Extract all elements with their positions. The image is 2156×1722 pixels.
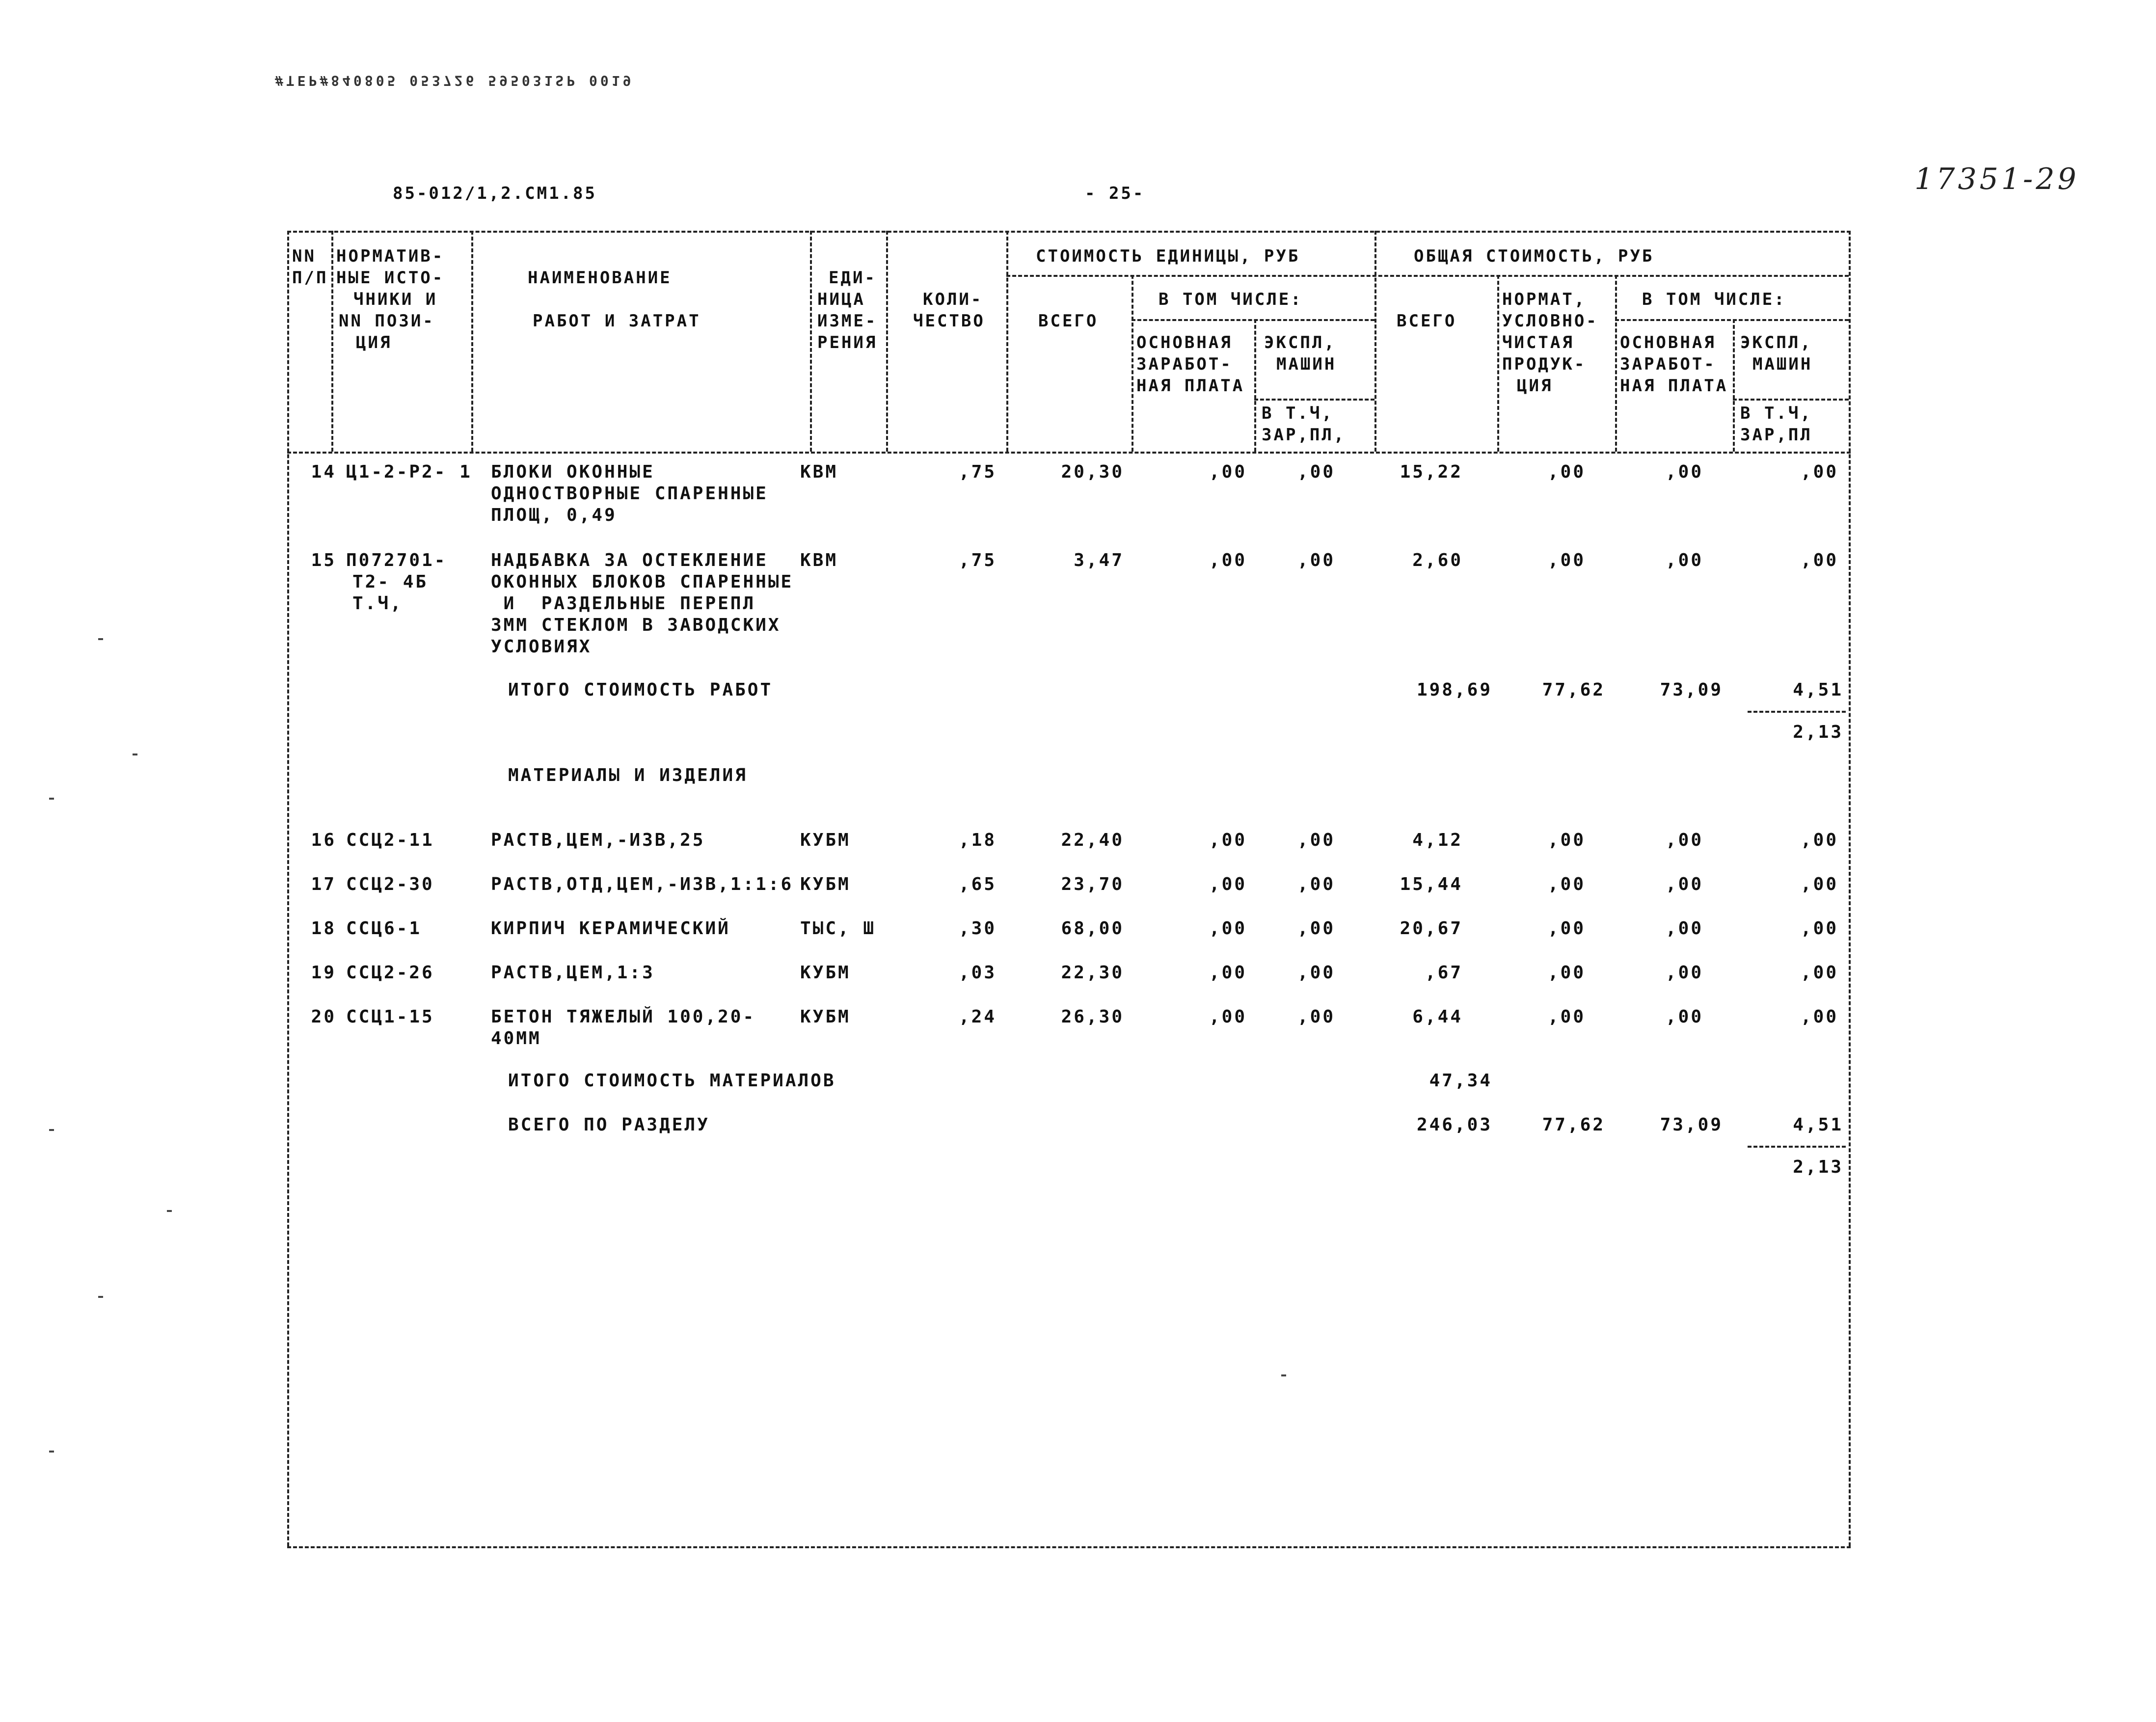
row-name-line: КИРПИЧ КЕРАМИЧЕСКИЙ bbox=[491, 918, 730, 939]
row-total-mach: ,00 bbox=[1800, 462, 1838, 482]
header-unit-wage-1: ОСНОВНАЯ bbox=[1136, 333, 1233, 352]
row-unit-mach: ,00 bbox=[1297, 1007, 1335, 1027]
row-source: П072701- bbox=[346, 550, 447, 570]
row-unit-wage: ,00 bbox=[1209, 1007, 1247, 1027]
row-unit-wage: ,00 bbox=[1209, 918, 1247, 939]
header-unit-4: РЕНИЯ bbox=[817, 333, 878, 352]
row-unit-wage: ,00 bbox=[1209, 830, 1247, 850]
header-source-2: НЫЕ ИСТО- bbox=[336, 268, 445, 288]
header-total-wage-1: ОСНОВНАЯ bbox=[1620, 333, 1716, 352]
row-total-mach: ,00 bbox=[1800, 963, 1838, 983]
row-source: Т.Ч, bbox=[352, 593, 403, 614]
header-unit-1: ЕДИ- bbox=[829, 268, 877, 288]
col-divider bbox=[1254, 319, 1256, 452]
header-total-total: ВСЕГО bbox=[1397, 311, 1457, 331]
row-unit: КВМ bbox=[800, 462, 838, 482]
header-nn-1: NN bbox=[292, 246, 316, 266]
total-section-mach-sub: 2,13 bbox=[1793, 1157, 1843, 1177]
row-qty: ,75 bbox=[958, 550, 997, 570]
header-sub-divider bbox=[1006, 275, 1849, 277]
row-unit-wage: ,00 bbox=[1209, 550, 1247, 570]
row-total: 6,44 bbox=[1412, 1007, 1463, 1027]
header-total-incl: В ТОМ ЧИСЛЕ: bbox=[1642, 290, 1786, 309]
row-total-mach: ,00 bbox=[1800, 918, 1838, 939]
row-unit: КУБМ bbox=[800, 874, 851, 894]
header-source-5: ЦИЯ bbox=[356, 333, 392, 352]
page-number: - 25- bbox=[1085, 184, 1145, 203]
row-total-norm: ,00 bbox=[1547, 830, 1586, 850]
row-unit-mach: ,00 bbox=[1297, 918, 1335, 939]
row-total: 15,44 bbox=[1400, 874, 1463, 894]
total-section-label: ВСЕГО ПО РАЗДЕЛУ bbox=[508, 1115, 710, 1135]
row-name-line: 40ММ bbox=[491, 1028, 541, 1049]
header-nn-2: П/П bbox=[292, 268, 328, 288]
col-divider bbox=[1615, 275, 1617, 452]
section-title: МАТЕРИАЛЫ И ИЗДЕЛИЯ bbox=[508, 765, 748, 785]
margin-mark bbox=[98, 1296, 103, 1298]
table-top-border bbox=[287, 231, 1851, 233]
col-divider bbox=[1497, 275, 1499, 452]
subtotal-materials-label: ИТОГО СТОИМОСТЬ МАТЕРИАЛОВ bbox=[508, 1071, 836, 1091]
row-name-line: ОДНОСТВОРНЫЕ СПАРЕННЫЕ bbox=[491, 484, 768, 504]
row-total-wage: ,00 bbox=[1665, 830, 1703, 850]
header-unit-wage-2: ЗАРАБОТ- bbox=[1136, 354, 1233, 374]
row-name-line: РАСТВ,ОТД,ЦЕМ,-ИЗВ,1:1:6 bbox=[491, 874, 794, 894]
header-total-norm-3: ЧИСТАЯ bbox=[1502, 333, 1574, 352]
header-total-norm-5: ЦИЯ bbox=[1517, 376, 1553, 396]
header-total-norm-2: УСЛОВНО- bbox=[1502, 311, 1598, 331]
header-unit-mach-sub-2: ЗАР,ПЛ, bbox=[1262, 425, 1346, 445]
row-name-line: РАСТВ,ЦЕМ,-ИЗВ,25 bbox=[491, 830, 705, 850]
header-total-norm-4: ПРОДУК- bbox=[1502, 354, 1587, 374]
subtotal-works-mach-sub: 2,13 bbox=[1793, 722, 1843, 742]
header-total-wage-2: ЗАРАБОТ- bbox=[1620, 354, 1716, 374]
row-unit: КУБМ bbox=[800, 830, 851, 850]
row-unit-mach: ,00 bbox=[1297, 462, 1335, 482]
row-nn: 16 bbox=[311, 830, 336, 850]
row-total: ,67 bbox=[1425, 963, 1463, 983]
row-total-wage: ,00 bbox=[1665, 918, 1703, 939]
row-unit-total: 23,70 bbox=[1061, 874, 1124, 894]
row-total-wage: ,00 bbox=[1665, 874, 1703, 894]
margin-mark bbox=[98, 638, 103, 640]
row-total-norm: ,00 bbox=[1547, 1007, 1586, 1027]
row-name-line: БЛОКИ ОКОННЫЕ bbox=[491, 462, 655, 482]
header-unit-mach-sub-1: В Т.Ч, bbox=[1262, 404, 1334, 423]
total-section-wage: 73,09 bbox=[1660, 1115, 1723, 1135]
header-total-mach-sub-1: В Т.Ч, bbox=[1740, 404, 1812, 423]
subtotal-works-mach: 4,51 bbox=[1793, 680, 1843, 700]
row-unit-total: 68,00 bbox=[1061, 918, 1124, 939]
row-name-line: РАСТВ,ЦЕМ,1:3 bbox=[491, 963, 655, 983]
header-name-1: НАИМЕНОВАНИЕ bbox=[528, 268, 672, 288]
header-total-mach-1: ЭКСПЛ, bbox=[1740, 333, 1812, 352]
row-unit-wage: ,00 bbox=[1209, 462, 1247, 482]
header-qty-1: КОЛИ- bbox=[923, 290, 983, 309]
row-qty: ,65 bbox=[958, 874, 997, 894]
row-total-norm: ,00 bbox=[1547, 462, 1586, 482]
row-total-wage: ,00 bbox=[1665, 1007, 1703, 1027]
col-divider bbox=[1132, 275, 1133, 452]
header-source-1: НОРМАТИВ- bbox=[336, 246, 445, 266]
table-right-border bbox=[1849, 231, 1851, 1546]
row-total-mach: ,00 bbox=[1800, 830, 1838, 850]
row-unit-total: 20,30 bbox=[1061, 462, 1124, 482]
col-divider bbox=[471, 231, 473, 452]
row-total-mach: ,00 bbox=[1800, 550, 1838, 570]
row-unit-mach: ,00 bbox=[1297, 963, 1335, 983]
col-divider bbox=[886, 231, 888, 452]
fraction-divider bbox=[1748, 1146, 1846, 1148]
row-unit-wage: ,00 bbox=[1209, 963, 1247, 983]
row-total-norm: ,00 bbox=[1547, 550, 1586, 570]
row-total-wage: ,00 bbox=[1665, 963, 1703, 983]
row-unit: КУБМ bbox=[800, 963, 851, 983]
table-left-border bbox=[287, 231, 289, 1546]
margin-mark bbox=[133, 753, 137, 755]
row-nn: 15 bbox=[311, 550, 336, 570]
row-unit: КУБМ bbox=[800, 1007, 851, 1027]
row-nn: 18 bbox=[311, 918, 336, 939]
row-unit-total: 26,30 bbox=[1061, 1007, 1124, 1027]
row-total-norm: ,00 bbox=[1547, 918, 1586, 939]
table-bottom-border bbox=[287, 1546, 1851, 1548]
header-unit-mach-2: МАШИН bbox=[1276, 354, 1337, 374]
row-total: 2,60 bbox=[1412, 550, 1463, 570]
row-total-norm: ,00 bbox=[1547, 963, 1586, 983]
row-nn: 19 bbox=[311, 963, 336, 983]
col-divider bbox=[1733, 319, 1735, 452]
header-source-4: NN ПОЗИ- bbox=[339, 311, 435, 331]
row-name-line: БЕТОН ТЯЖЕЛЫЙ 100,20- bbox=[491, 1007, 756, 1027]
subtotal-works-norm: 77,62 bbox=[1542, 680, 1605, 700]
header-unit-incl: В ТОМ ЧИСЛЕ: bbox=[1159, 290, 1303, 309]
row-name-line: НАДБАВКА ЗА ОСТЕКЛЕНИЕ bbox=[491, 550, 768, 570]
row-nn: 17 bbox=[311, 874, 336, 894]
row-source: ССЦ2-11 bbox=[346, 830, 434, 850]
header-total-norm-1: НОРМАТ, bbox=[1502, 290, 1587, 309]
row-total-wage: ,00 bbox=[1665, 462, 1703, 482]
row-source: ССЦ2-30 bbox=[346, 874, 434, 894]
row-nn: 14 bbox=[311, 462, 336, 482]
col-divider bbox=[1374, 231, 1376, 452]
row-unit: ТЫС, Ш bbox=[800, 918, 876, 939]
row-source: ССЦ6-1 bbox=[346, 918, 422, 939]
row-total: 20,67 bbox=[1400, 918, 1463, 939]
col-divider bbox=[1006, 231, 1008, 452]
row-qty: ,30 bbox=[958, 918, 997, 939]
row-unit-mach: ,00 bbox=[1297, 874, 1335, 894]
margin-mark bbox=[167, 1210, 172, 1212]
header-total-wage-3: НАЯ ПЛАТА bbox=[1620, 376, 1728, 396]
header-name-2: РАБОТ И ЗАТРАТ bbox=[533, 311, 701, 331]
row-source: Т2- 4Б bbox=[352, 572, 429, 592]
header-total-mach-2: МАШИН bbox=[1752, 354, 1813, 374]
row-unit: КВМ bbox=[800, 550, 838, 570]
row-total-wage: ,00 bbox=[1665, 550, 1703, 570]
subtotal-materials-total: 47,34 bbox=[1429, 1071, 1492, 1091]
row-name-line: ОКОННЫХ БЛОКОВ СПАРЕННЫЕ bbox=[491, 572, 794, 592]
margin-mark bbox=[49, 1129, 54, 1131]
col-divider bbox=[810, 231, 812, 452]
header-total-mach-sub-2: ЗАР,ПЛ bbox=[1740, 425, 1812, 445]
row-nn: 20 bbox=[311, 1007, 336, 1027]
document-reference: 85-012/1,2.СМ1.85 bbox=[393, 184, 597, 203]
total-section-norm: 77,62 bbox=[1542, 1115, 1605, 1135]
row-total: 15,22 bbox=[1400, 462, 1463, 482]
row-qty: ,03 bbox=[958, 963, 997, 983]
row-qty: ,24 bbox=[958, 1007, 997, 1027]
row-unit-total: 22,40 bbox=[1061, 830, 1124, 850]
col-divider bbox=[331, 231, 333, 452]
row-total-mach: ,00 bbox=[1800, 874, 1838, 894]
subtotal-works-total: 198,69 bbox=[1416, 680, 1492, 700]
subtotal-works-label: ИТОГО СТОИМОСТЬ РАБОТ bbox=[508, 680, 773, 700]
row-qty: ,18 bbox=[958, 830, 997, 850]
subtotal-works-wage: 73,09 bbox=[1660, 680, 1723, 700]
top-code: #ТЕР#840805 053726 595031SP 0019 bbox=[275, 73, 634, 89]
row-source: Ц1-2-Р2- 1 bbox=[346, 462, 472, 482]
header-sub-divider bbox=[1132, 319, 1374, 321]
row-total: 4,12 bbox=[1412, 830, 1463, 850]
row-name-line: И РАЗДЕЛЬНЫЕ ПЕРЕПЛ bbox=[491, 593, 756, 614]
margin-mark bbox=[49, 1451, 54, 1453]
header-total-cost-title: ОБЩАЯ СТОИМОСТЬ, РУБ bbox=[1414, 246, 1654, 266]
row-name-line: 3ММ СТЕКЛОМ В ЗАВОДСКИХ bbox=[491, 615, 781, 635]
row-unit-wage: ,00 bbox=[1209, 874, 1247, 894]
row-unit-total: 3,47 bbox=[1074, 550, 1124, 570]
row-unit-total: 22,30 bbox=[1061, 963, 1124, 983]
row-qty: ,75 bbox=[958, 462, 997, 482]
header-unit-mach-1: ЭКСПЛ, bbox=[1264, 333, 1336, 352]
margin-mark bbox=[1281, 1374, 1286, 1376]
header-sub-divider bbox=[1254, 399, 1374, 401]
fraction-divider bbox=[1748, 711, 1846, 713]
row-total-norm: ,00 bbox=[1547, 874, 1586, 894]
header-unit-cost-title: СТОИМОСТЬ ЕДИНИЦЫ, РУБ bbox=[1036, 246, 1300, 266]
row-name-line: УСЛОВИЯХ bbox=[491, 637, 592, 657]
header-unit-wage-3: НАЯ ПЛАТА bbox=[1136, 376, 1245, 396]
margin-mark bbox=[49, 798, 54, 800]
header-source-3: ЧНИКИ И bbox=[353, 290, 438, 309]
row-unit-mach: ,00 bbox=[1297, 830, 1335, 850]
header-unit-2: НИЦА bbox=[817, 290, 865, 309]
row-unit-mach: ,00 bbox=[1297, 550, 1335, 570]
total-section-total: 246,03 bbox=[1416, 1115, 1492, 1135]
header-bottom-border bbox=[287, 452, 1851, 454]
header-unit-total: ВСЕГО bbox=[1038, 311, 1099, 331]
row-source: ССЦ2-26 bbox=[346, 963, 434, 983]
row-total-mach: ,00 bbox=[1800, 1007, 1838, 1027]
header-sub-divider bbox=[1615, 319, 1849, 321]
handwritten-number: 17351-29 bbox=[1914, 162, 2079, 196]
total-section-mach: 4,51 bbox=[1793, 1115, 1843, 1135]
header-sub-divider bbox=[1733, 399, 1849, 401]
header-unit-3: ИЗМЕ- bbox=[817, 311, 878, 331]
row-name-line: ПЛОЩ, 0,49 bbox=[491, 505, 617, 525]
header-qty-2: ЧЕСТВО bbox=[913, 311, 985, 331]
row-source: ССЦ1-15 bbox=[346, 1007, 434, 1027]
